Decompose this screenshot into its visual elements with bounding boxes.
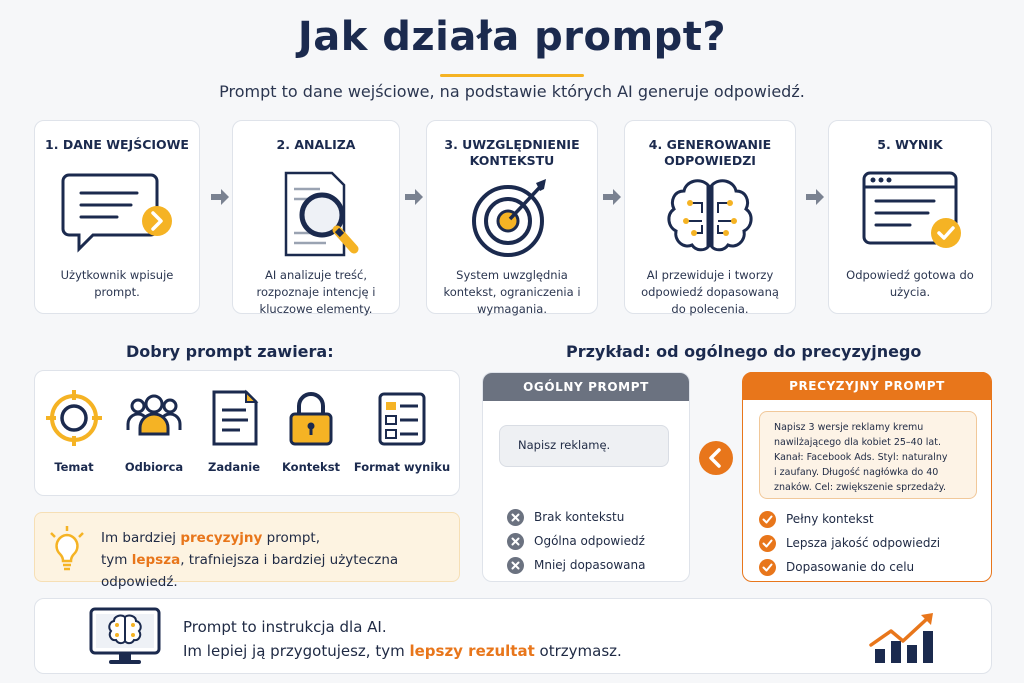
precise-prompt-panel: PRECYZYJNY PROMPT Napisz 3 wersje reklamy kremu nawilżającego dla kobiet 25–40 lat. Kanał: Facebook Ads. Styl: naturalny i zaufany. Długość nagłówka do 40 znaków. Cel: zwiększenie sprzedaży. Pełny kontekst Lepsza jakość odpowiedzi Dopasowanie do celu — [742, 372, 992, 582]
brain-circuit-icon — [650, 175, 770, 265]
chat-bubble-icon — [57, 169, 177, 259]
document-icon — [204, 388, 264, 448]
tip-highlight: precyzyjny — [180, 530, 263, 546]
step-title: 5. WYNIK — [877, 137, 943, 152]
tip-text: Im bardziej precyzyjny prompt, tym lepsza, trafniejsza i bardziej użyteczna odpowiedź. — [101, 530, 399, 590]
tip-box — [34, 512, 460, 590]
general-prompt-panel: OGÓLNY PROMPT Napisz reklamę. Brak kontekstu Ogólna odpowiedź Mniej dopasowana — [482, 372, 690, 582]
monitor-brain-icon — [87, 605, 163, 667]
title-underline — [440, 74, 584, 77]
good-prompt-title: Dobry prompt zawiera: — [126, 342, 334, 361]
step-card-1 — [34, 120, 200, 314]
people-icon — [124, 388, 184, 448]
precise-prompt-text: Napisz 3 wersje reklamy kremu nawilżającego dla kobiet 25–40 lat. Kanał: Facebook Ads. Styl: naturalny i zaufany. Długość nagłówka do 40 znaków. Cel: zwiększenie sprzedaży. — [774, 422, 948, 493]
bottom-text: Prompt to instrukcja dla AI. Im lepiej ją przygotujesz, tym lepszy rezultat otrzymasz. — [183, 618, 622, 660]
growth-chart-icon — [869, 609, 941, 665]
lightbulb-icon — [47, 525, 87, 571]
target-icon — [44, 388, 104, 448]
step-title: 1. DANE WEJŚCIOWE — [45, 137, 189, 152]
step-description: System uwzględnia kontekst, ograniczenia i wymagania. — [443, 268, 581, 316]
step-title: 2. ANALIZA — [276, 137, 356, 152]
window-check-icon — [850, 169, 970, 259]
step-card-3 — [426, 120, 598, 314]
arrow-right-icon — [804, 187, 826, 207]
good-item-label: Odbiorca — [124, 460, 184, 474]
step-description: AI przewiduje i tworzy odpowiedź dopasowaną do polecenia. — [641, 268, 779, 316]
arrow-right-icon — [403, 187, 425, 207]
good-item-label: Kontekst — [281, 460, 341, 474]
x-icon — [507, 509, 524, 526]
general-prompt-header: OGÓLNY PROMPT — [483, 373, 689, 401]
check-icon — [759, 535, 776, 552]
arrow-right-icon — [209, 187, 231, 207]
x-icon — [507, 557, 524, 574]
x-icon — [507, 533, 524, 550]
chevron-left-icon[interactable] — [698, 440, 734, 476]
good-item-label: Temat — [54, 460, 94, 474]
step-title: 3. UWZGLĘDNIENIE KONTEKSTU — [444, 137, 580, 168]
page-title: Jak działa prompt? — [297, 14, 727, 60]
form-icon — [372, 388, 432, 448]
step-card-4 — [624, 120, 796, 314]
general-prompt-bubble — [499, 425, 669, 467]
step-description: Użytkownik wpisuje prompt. — [60, 268, 174, 299]
step-card-5 — [828, 120, 992, 314]
step-description: AI analizuje treść, rozpoznaje intencję i kluczowe elementy. — [256, 268, 376, 316]
magnifier-document-icon — [256, 169, 376, 259]
bottom-highlight: lepszy rezultat — [409, 642, 535, 660]
arrow-right-icon — [601, 187, 623, 207]
step-description: Odpowiedź gotowa do użycia. — [846, 268, 974, 299]
lock-icon — [281, 388, 341, 448]
example-title: Przykład: od ogólnego do precyzyjnego — [566, 342, 922, 361]
good-item-label: Format wyniku — [353, 460, 451, 474]
general-prompt-text: Napisz reklamę. — [518, 438, 611, 452]
step-title: 4. GENEROWANIE ODPOWIEDZI — [648, 137, 772, 168]
good-item-label: Zadanie — [207, 460, 261, 474]
precise-prompt-bubble — [759, 411, 977, 499]
step-card-2 — [232, 120, 400, 314]
target-icon — [452, 173, 572, 263]
precise-prompt-header: PRECYZYJNY PROMPT — [743, 372, 991, 400]
tip-highlight: lepsza — [131, 552, 181, 568]
check-icon — [759, 559, 776, 576]
check-icon — [759, 511, 776, 528]
bottom-banner — [34, 598, 992, 674]
page-subtitle: Prompt to dane wejściowe, na podstawie których AI generuje odpowiedź. — [219, 82, 805, 101]
